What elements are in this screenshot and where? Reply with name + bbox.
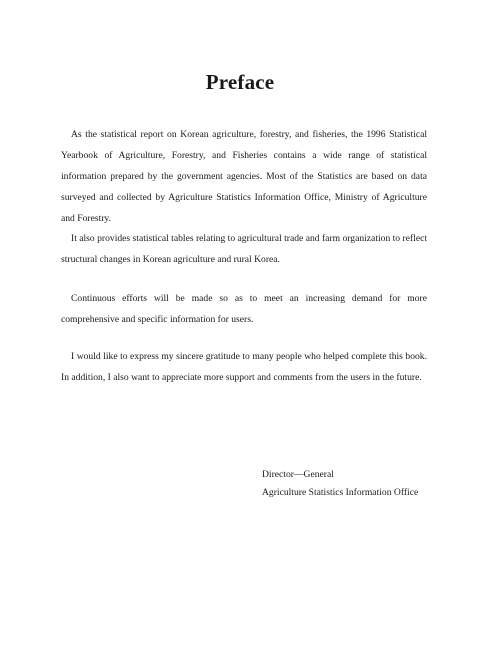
paragraph-gratitude: I would like to express my sincere gratitude to many people who helped complete this book. In addition, I also want to appreciate more support and comments from the users in the future. — [61, 351, 427, 383]
signature-office: Agriculture Statistics Information Office — [262, 487, 419, 498]
signature-block — [262, 466, 418, 502]
page-title: Preface — [205, 70, 275, 94]
signature-position: Director—General — [262, 469, 334, 480]
paragraph-trade-tables: It also provides statistical tables relating to agricultural trade and farm organization to reflect structural changes in Korean agriculture and rural Korea. — [61, 233, 427, 265]
paragraph-intro: As the statistical report on Korean agriculture, forestry, and fisheries, the 1996 Statistical Yearbook of Agriculture, Forestry, and Fisheries contains a wide range of statistical information prepared by the government agencies. Most of the Statistics are based on data surveyed and collected by Agriculture Statistics Information Office, Ministry of Agriculture and Forestry. — [61, 129, 427, 224]
paragraph-continuous-efforts: Continuous efforts will be made so as to meet an increasing demand for more comprehensive and specific information for users. — [61, 293, 427, 325]
